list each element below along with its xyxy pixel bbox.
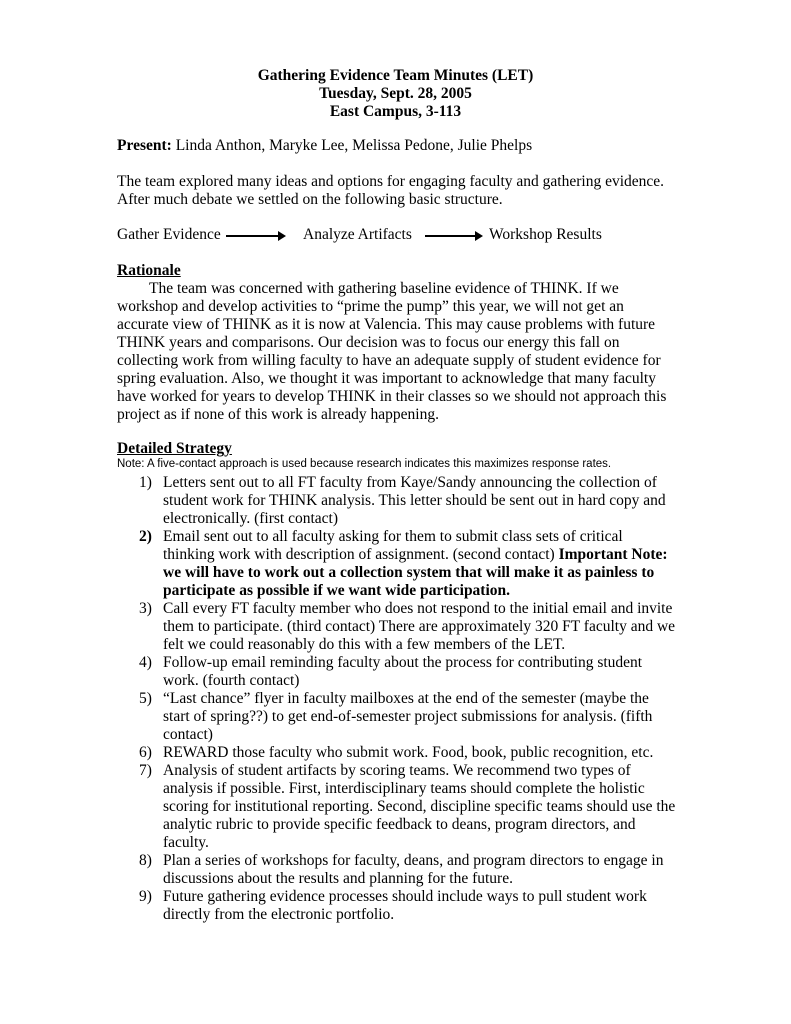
flow-step-analyze: Analyze Artifacts [303, 226, 412, 243]
process-flow [117, 226, 687, 246]
strategy-heading: Detailed Strategy [117, 440, 232, 457]
strategy-list [117, 474, 677, 924]
strategy-note: Note: A five-contact approach is used because research indicates this maximizes response rates. [117, 458, 612, 470]
attendees-line [117, 137, 532, 155]
attendee-names: Linda Anthon, Maryke Lee, Melissa Pedone, Julie Phelps [171, 137, 533, 154]
flow-step-workshop: Workshop Results [489, 226, 602, 243]
list-item: 2) Email sent out to all faculty asking for them to submit class sets of critical thinking work with description of assignment. (second contact) Important Note: we will have to work out a collection system that will make it as painless to participate as possible if we want wide participation. [139, 528, 668, 599]
intro-paragraph: The team explored many ideas and options for engaging faculty and gathering evidence. After much debate we settled on the following basic structure. [117, 173, 665, 208]
document-header [0, 67, 791, 121]
rationale-paragraph [117, 280, 672, 424]
list-item: 9) Future gathering evidence processes should include ways to pull student work directly from the electronic portfolio. [139, 888, 647, 923]
arrow-right-icon [226, 235, 284, 237]
arrow-right-icon [425, 235, 481, 237]
meeting-date: Tuesday, Sept. 28, 2005 [319, 85, 472, 102]
document-title: Gathering Evidence Team Minutes (LET) [257, 67, 534, 84]
list-item: 3) Call every FT faculty member who does not respond to the initial email and invite them to participate. (third contact) There are approximately 320 FT faculty and we felt we could reasonably do this with a few members of the LET. [139, 600, 676, 653]
list-item: 5) “Last chance” flyer in faculty mailboxes at the end of the semester (maybe the start of spring??) to get end-of-semester project submissions for analysis. (fifth contact) [139, 690, 653, 743]
list-item: 6) REWARD those faculty who submit work. Food, book, public recognition, etc. [139, 744, 654, 761]
rationale-text: The team was concerned with gathering baseline evidence of THINK. If we workshop and develop activities to “prime the pump” this year, we will not get an accurate view of THINK as it is now at Valencia. This may cause problems with future THINK years and comparisons. Our decision was to focus our energy this fall on collecting work from willing faculty to have an adequate supply of student evidence for spring evaluation. Also, we thought it was important to acknowledge that many faculty have worked for years to develop THINK in their classes so we should not approach this project as if none of this work is already happening. [117, 280, 667, 423]
list-item: 7) Analysis of student artifacts by scoring teams. We recommend two types of analysis if possible. First, interdisciplinary teams should complete the holistic scoring for institutional reporting. Second, discipline specific teams should use the analytic rubric to provide specific feedback to deans, program directors, and faculty. [139, 762, 676, 851]
list-item: 8) Plan a series of workshops for faculty, deans, and program directors to engage in discussions about the results and planning for the future. [139, 852, 664, 887]
list-item: 1) Letters sent out to all FT faculty from Kaye/Sandy announcing the collection of student work for THINK analysis. This letter should be sent out in hard copy and electronically. (first contact) [139, 474, 666, 527]
important-note: Important Note: we will have to work out a collection system that will make it as painless to participate as possible if we want wide participation. [163, 546, 668, 599]
present-label: Present: [117, 137, 172, 154]
list-item: 4) Follow-up email reminding faculty about the process for contributing student work. (fourth contact) [139, 654, 643, 689]
meeting-location: East Campus, 3-113 [329, 103, 462, 120]
flow-step-gather: Gather Evidence [117, 226, 221, 243]
rationale-heading: Rationale [117, 262, 181, 279]
